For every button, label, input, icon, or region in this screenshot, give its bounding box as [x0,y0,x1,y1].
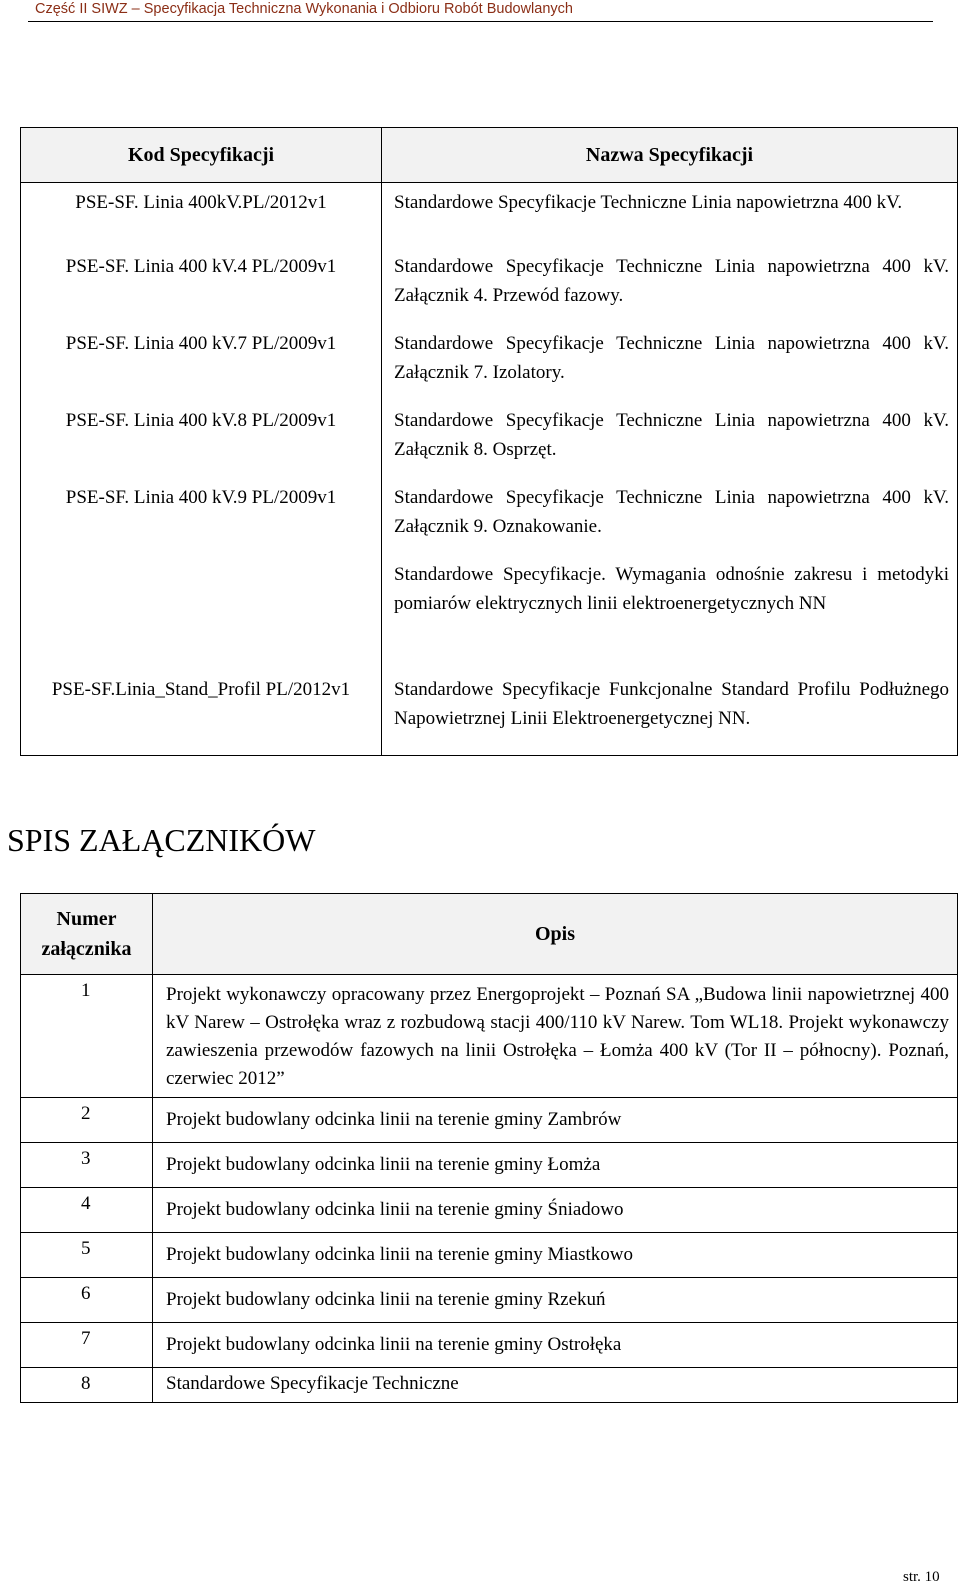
attachments-section-title: SPIS ZAŁĄCZNIKÓW [7,822,316,858]
attachment-row [21,975,958,1098]
attachment-description: Projekt budowlany odcinka linii na terenie gminy Ostrołęka [153,1323,958,1368]
attachments-table [20,893,958,1403]
spec-code: PSE-SF. Linia 400 kV.4 PL/2009v1 [21,248,382,325]
spec-name: Standardowe Specyfikacje Techniczne Linia napowietrzna 400 kV. [382,183,958,249]
attachment-row [21,1323,958,1368]
page-number: str. 10 [903,1569,940,1585]
specifications-table [20,127,958,756]
attachment-row [21,1368,958,1403]
number-column-header: Numer załącznika [21,894,153,975]
attachment-row [21,1233,958,1278]
attachment-number: 8 [21,1368,153,1403]
attachment-number: 4 [21,1188,153,1233]
header-divider [28,21,933,22]
spec-table-header-row [21,128,958,183]
spec-name: Standardowe Specyfikacje. Wymagania odnośnie zakresu i metodyki pomiarów elektrycznych linii elektroenergetycznych NN [382,556,958,666]
spec-name: Standardowe Specyfikacje Techniczne Linia napowietrzna 400 kV. Załącznik 7. Izolatory. [382,325,958,402]
attachment-number: 2 [21,1098,153,1143]
attachment-description: Projekt budowlany odcinka linii na terenie gminy Rzekuń [153,1278,958,1323]
spec-name: Standardowe Specyfikacje Techniczne Linia napowietrzna 400 kV. Załącznik 9. Oznakowanie. [382,479,958,556]
spec-row [21,248,958,325]
spec-name: Standardowe Specyfikacje Techniczne Linia napowietrzna 400 kV. Załącznik 4. Przewód fazowy. [382,248,958,325]
spec-row [21,183,958,249]
attachment-number: 7 [21,1323,153,1368]
spec-row [21,666,958,756]
code-column-header: Kod Specyfikacji [21,128,382,183]
attachment-row [21,1188,958,1233]
attachment-number: 6 [21,1278,153,1323]
spec-row [21,556,958,666]
attachment-description: Projekt budowlany odcinka linii na terenie gminy Łomża [153,1143,958,1188]
attachment-description: Projekt budowlany odcinka linii na terenie gminy Zambrów [153,1098,958,1143]
spec-code: PSE-SF. Linia 400 kV.9 PL/2009v1 [21,479,382,556]
spec-row [21,479,958,556]
attachment-row [21,1278,958,1323]
attachment-number: 3 [21,1143,153,1188]
spec-code [21,556,382,666]
attachment-description: Projekt budowlany odcinka linii na terenie gminy Śniadowo [153,1188,958,1233]
attachment-number: 5 [21,1233,153,1278]
spec-code: PSE-SF. Linia 400kV.PL/2012v1 [21,183,382,249]
description-column-header: Opis [153,894,958,975]
attachment-description: Projekt budowlany odcinka linii na terenie gminy Miastkowo [153,1233,958,1278]
spec-code: PSE-SF.Linia_Stand_Profil PL/2012v1 [21,666,382,756]
spec-name: Standardowe Specyfikacje Funkcjonalne Standard Profilu Podłużnego Napowietrznej Linii Elektroenergetycznej NN. [382,666,958,756]
attachment-row [21,1098,958,1143]
name-column-header: Nazwa Specyfikacji [382,128,958,183]
attachment-description: Standardowe Specyfikacje Techniczne [153,1368,958,1403]
attachment-row [21,1143,958,1188]
running-header: Część II SIWZ – Specyfikacja Techniczna Wykonania i Odbioru Robót Budowlanych [35,1,573,17]
spec-code: PSE-SF. Linia 400 kV.7 PL/2009v1 [21,325,382,402]
spec-row [21,402,958,479]
attachment-number: 1 [21,975,153,1098]
spec-name: Standardowe Specyfikacje Techniczne Linia napowietrzna 400 kV. Załącznik 8. Osprzęt. [382,402,958,479]
attachments-header-row [21,894,958,975]
attachment-description: Projekt wykonawczy opracowany przez Energoprojekt – Poznań SA „Budowa linii napowietrznej 400 kV Narew – Ostrołęka wraz z rozbudową stacji 400/110 kV Narew. Tom WL18. Projekt wykonawczy zawieszenia przewodów fazowych na linii Ostrołęka – Łomża 400 kV (Tor II – północny). Poznań, czerwiec 2012” [153,975,958,1098]
spec-code: PSE-SF. Linia 400 kV.8 PL/2009v1 [21,402,382,479]
spec-row [21,325,958,402]
